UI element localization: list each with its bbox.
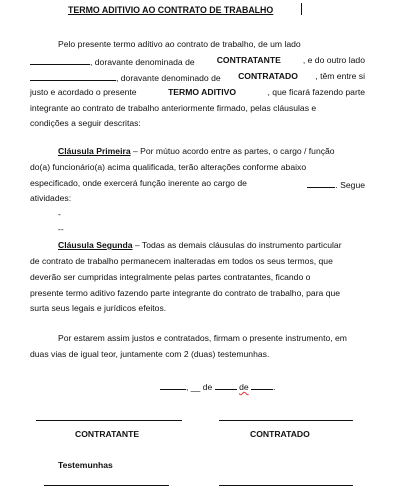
contratado-label: CONTRATADO bbox=[250, 429, 310, 439]
text-cursor bbox=[301, 3, 302, 15]
signature-line-contratado bbox=[219, 420, 353, 421]
intro-line-4: justo e acordado o presente TERMO ADITIVO , que ficará fazendo parte bbox=[30, 87, 365, 97]
clause1-bullet-2: -- bbox=[58, 224, 64, 234]
testemunhas-label: Testemunhas bbox=[58, 460, 113, 470]
clause1-line-4: atividades: bbox=[30, 193, 72, 203]
clause1-line-1: Cláusula Primeira – Por mútuo acordo entre as partes, o cargo / função bbox=[58, 146, 335, 156]
clause2-line-5: surta seus legais e jurídicos efeitos. bbox=[30, 303, 167, 313]
blank-field[interactable] bbox=[30, 72, 116, 81]
signature-line-contratante bbox=[36, 420, 182, 421]
closing-line-2: duas vias de igual teor, juntamente com 2 (duas) testemunhas. bbox=[30, 349, 270, 359]
date-year-blank[interactable] bbox=[251, 381, 273, 390]
clause1-bullet-1: - bbox=[58, 209, 61, 219]
date-month-blank[interactable] bbox=[215, 381, 237, 390]
date-city-blank[interactable] bbox=[160, 381, 186, 390]
date-line: , __ de de . bbox=[160, 381, 275, 392]
blank-field[interactable] bbox=[30, 56, 90, 65]
clause1-heading: Cláusula Primeira bbox=[58, 146, 131, 156]
intro-line-3: , doravante denominado de CONTRATADO , têm entre si bbox=[30, 72, 365, 83]
clause1-line-2: do(a) funcionário(a) acima qualificada, terão alterações conforme abaixo bbox=[30, 162, 307, 172]
intro-line-2: , doravante denominada de CONTRATANTE , e do outro lado bbox=[30, 56, 365, 67]
clause1-line-3: especificado, onde exercerá função inerente ao cargo de . Segue bbox=[30, 178, 365, 190]
intro-line-5: integrante ao contrato de trabalho anteriormente firmado, pelas cláusulas e bbox=[30, 103, 317, 113]
clause2-line-2: de contrato de trabalho permanecem inalteradas em todos os seus termos, que bbox=[30, 256, 333, 266]
intro-line-1: Pelo presente termo aditivo ao contrato de trabalho, de um lado bbox=[58, 39, 301, 49]
clause2-line-3: deverão ser cumpridas integralmente pelas partes contratantes, ficando o bbox=[30, 272, 311, 282]
blank-field[interactable] bbox=[307, 179, 335, 188]
document-title: TERMO ADITIVIO AO CONTRATO DE TRABALHO bbox=[68, 5, 274, 15]
clause2-line-1: Cláusula Segunda – Todas as demais cláusulas do instrumento particular bbox=[58, 240, 342, 250]
contratante-label: CONTRATANTE bbox=[75, 429, 140, 439]
closing-line-1: Por estarem assim justos e contratados, firmam o presente instrumento, em bbox=[58, 333, 347, 343]
witness-line-1 bbox=[44, 485, 169, 486]
intro-line-6: condições a seguir descritas: bbox=[30, 118, 141, 128]
witness-line-2 bbox=[219, 485, 353, 486]
clause2-heading: Cláusula Segunda bbox=[58, 240, 133, 250]
clause2-line-4: presente termo aditivo fazendo parte integrante do contrato de trabalho, para que bbox=[30, 288, 341, 298]
